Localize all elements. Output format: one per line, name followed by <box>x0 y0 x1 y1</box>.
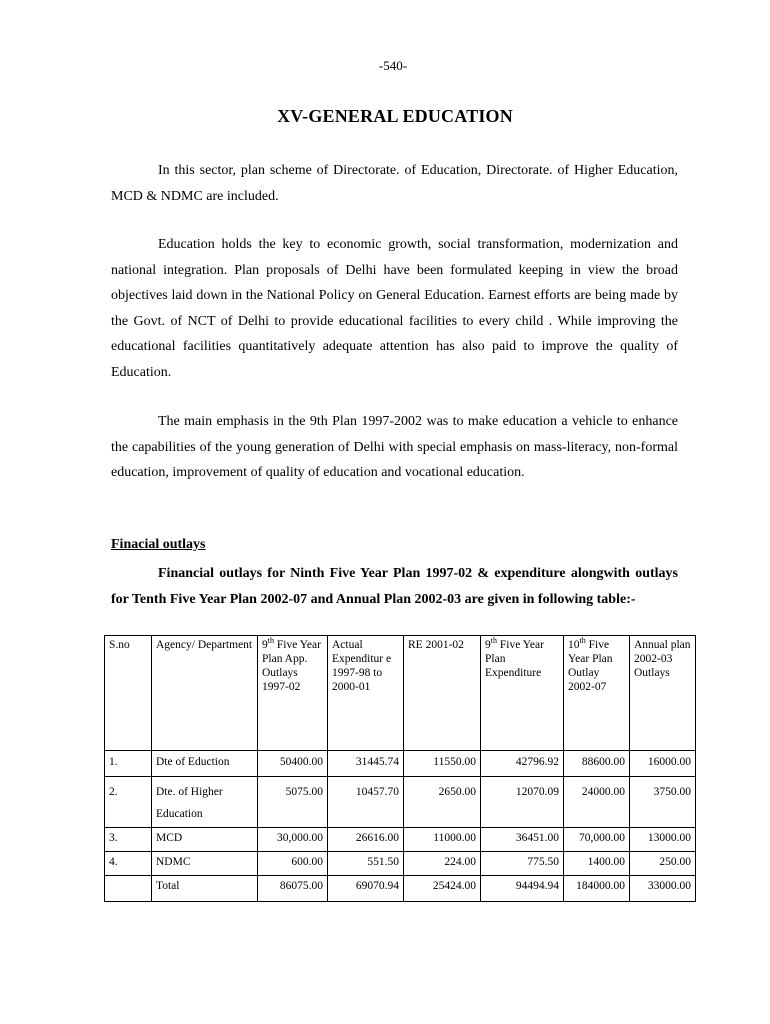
header-ninth-outlay: 9th Five Year Plan App. Outlays 1997-02 <box>258 636 328 751</box>
table-intro <box>111 561 678 612</box>
section-heading: Finacial outlays <box>111 537 206 552</box>
cell-value: 11550.00 <box>404 751 481 777</box>
cell-value: 250.00 <box>630 852 696 876</box>
table-header-row <box>105 636 696 751</box>
cell-value: 12070.09 <box>481 777 564 828</box>
cell-sno: 2. <box>105 777 152 828</box>
emphasis-paragraph-text: The main emphasis in the 9th Plan 1997-2002 was to make education a vehicle to enhance the capabilities of the young generation of Delhi with special emphasis on mass-literacy, non-formal education, improvement of quality of education and vocational education. <box>111 414 678 480</box>
cell-value: 50400.00 <box>258 751 328 777</box>
table-intro-text: Financial outlays for Ninth Five Year Plan 1997-02 & expenditure alongwith outlays for Tenth Five Year Plan 2002-07 and Annual Plan 2002-03 are given in following table:- <box>111 566 678 607</box>
header-annual-plan: Annual plan 2002-03 Outlays <box>630 636 696 751</box>
cell-value: 775.50 <box>481 852 564 876</box>
cell-sno <box>105 876 152 902</box>
cell-value: 24000.00 <box>564 777 630 828</box>
cell-value: 42796.92 <box>481 751 564 777</box>
cell-value: 36451.00 <box>481 828 564 852</box>
cell-agency: Total <box>152 876 258 902</box>
cell-sno: 3. <box>105 828 152 852</box>
cell-agency: NDMC <box>152 852 258 876</box>
header-tenth-outlay: 10th Five Year Plan Outlay 2002-07 <box>564 636 630 751</box>
cell-value: 600.00 <box>258 852 328 876</box>
education-paragraph-text: Education holds the key to economic growth, social transformation, modernization and national integration. Plan proposals of Delhi have been formulated keeping in view the broad objectives laid down in the National Policy on General Education. Earnest efforts are being made by the Govt. of NCT of Delhi to provide educational facilities to every child . While improving the educational facilities quantitatively adequate attention has also paid to improve the quality of Education. <box>111 237 678 380</box>
education-paragraph <box>111 232 678 385</box>
table-total-row <box>105 876 696 902</box>
cell-value: 5075.00 <box>258 777 328 828</box>
cell-value: 69070.94 <box>328 876 404 902</box>
cell-value: 3750.00 <box>630 777 696 828</box>
intro-paragraph-text: In this sector, plan scheme of Directorate. of Education, Directorate. of Higher Education, MCD & NDMC are included. <box>111 163 678 204</box>
cell-value: 2650.00 <box>404 777 481 828</box>
page-title: XV-GENERAL EDUCATION <box>277 106 513 126</box>
table-row <box>105 828 696 852</box>
header-actual-expenditure: Actual Expenditur e 1997-98 to 2000-01 <box>328 636 404 751</box>
header-agency: Agency/ Department <box>152 636 258 751</box>
cell-agency: Dte. of Higher Education <box>152 777 258 828</box>
table-row <box>105 777 696 828</box>
header-re: RE 2001-02 <box>404 636 481 751</box>
cell-value: 184000.00 <box>564 876 630 902</box>
cell-value: 1400.00 <box>564 852 630 876</box>
cell-value: 11000.00 <box>404 828 481 852</box>
cell-value: 70,000.00 <box>564 828 630 852</box>
cell-agency: Dte of Eduction <box>152 751 258 777</box>
cell-sno: 1. <box>105 751 152 777</box>
cell-value: 33000.00 <box>630 876 696 902</box>
cell-value: 13000.00 <box>630 828 696 852</box>
header-sno: S.no <box>105 636 152 751</box>
cell-value: 31445.74 <box>328 751 404 777</box>
cell-value: 26616.00 <box>328 828 404 852</box>
cell-value: 25424.00 <box>404 876 481 902</box>
cell-value: 30,000.00 <box>258 828 328 852</box>
cell-value: 88600.00 <box>564 751 630 777</box>
cell-value: 224.00 <box>404 852 481 876</box>
cell-sno: 4. <box>105 852 152 876</box>
table-row <box>105 852 696 876</box>
emphasis-paragraph <box>111 409 678 486</box>
cell-value: 94494.94 <box>481 876 564 902</box>
intro-paragraph <box>111 158 678 209</box>
financial-outlays-table <box>104 635 696 902</box>
header-ninth-expenditure: 9th Five Year Plan Expenditure <box>481 636 564 751</box>
table-row <box>105 751 696 777</box>
cell-value: 551.50 <box>328 852 404 876</box>
cell-agency: MCD <box>152 828 258 852</box>
page-number: -540- <box>378 58 408 73</box>
cell-value: 10457.70 <box>328 777 404 828</box>
cell-value: 86075.00 <box>258 876 328 902</box>
cell-value: 16000.00 <box>630 751 696 777</box>
